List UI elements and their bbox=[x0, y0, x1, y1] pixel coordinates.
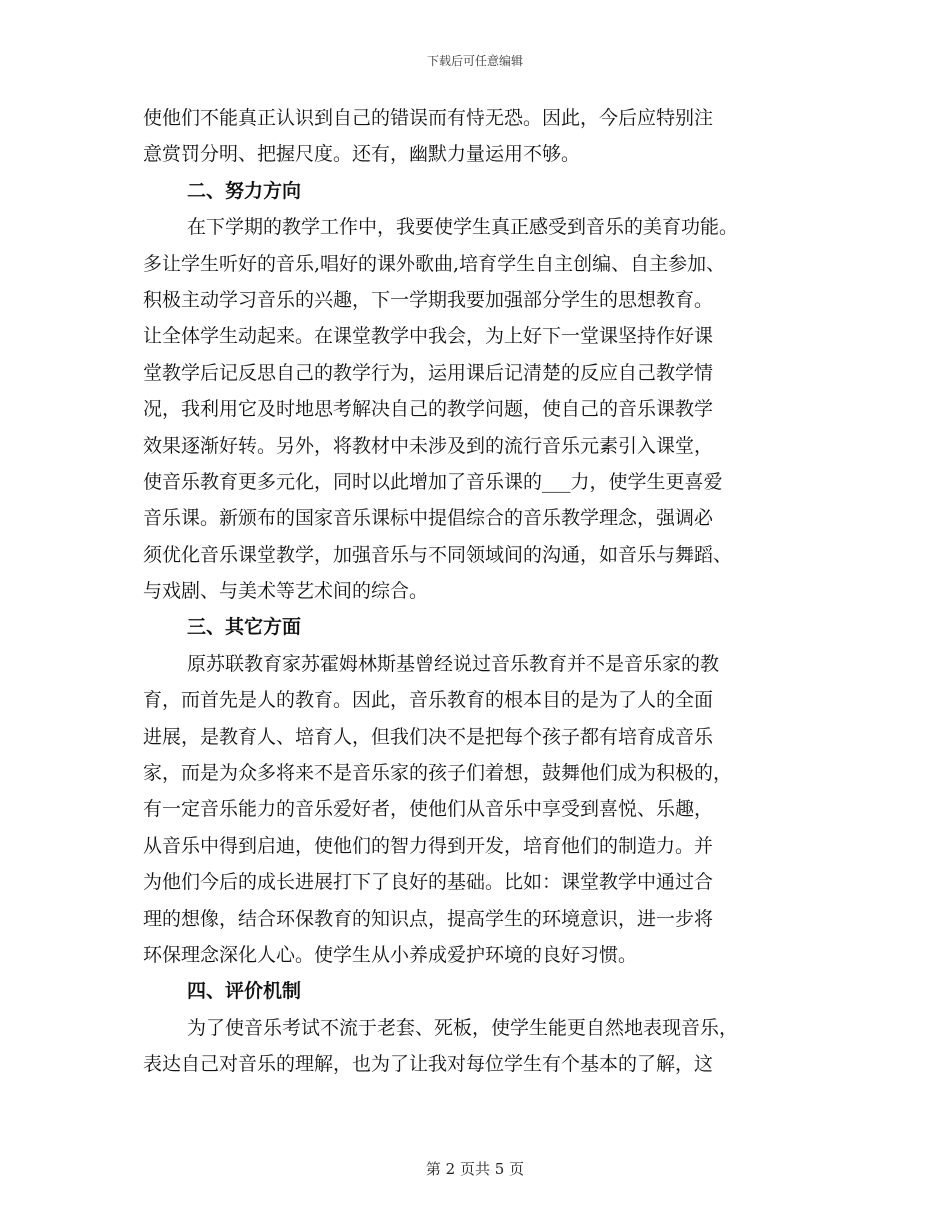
paragraph-line: 多让学生听好的音乐,唱好的课外歌曲,培育学生自主创编、自主参加、 bbox=[143, 252, 726, 275]
paragraph-line: 为他们今后的成长进展打下了良好的基础。比如：课堂教学中通过合 bbox=[143, 871, 714, 894]
document-body bbox=[143, 100, 811, 1083]
paragraph-line: 音乐课。新颁布的国家音乐课标中提倡综合的音乐教学理念，强调必 bbox=[143, 507, 714, 530]
paragraph-line: 须优化音乐课堂教学，加强音乐与不同领域间的沟通，如音乐与舞蹈、 bbox=[143, 543, 733, 566]
section-heading: 四、评价机制 bbox=[187, 980, 302, 1003]
paragraph-line: 效果逐渐好转。另外，将教材中未涉及到的流行音乐元素引入课堂， bbox=[143, 434, 714, 457]
paragraph-line: 从音乐中得到启迪，使他们的智力得到开发，培育他们的制造力。并 bbox=[143, 834, 714, 857]
paragraph-line: 表达自己对音乐的理解，也为了让我对每位学生有个基本的了解，这 bbox=[143, 1053, 714, 1076]
paragraph-line: 与戏剧、与美术等艺术间的综合。 bbox=[143, 580, 429, 603]
paragraph-line: 让全体学生动起来。在课堂教学中我会，为上好下一堂课坚持作好课 bbox=[143, 325, 714, 348]
paragraph-line: 育，而首先是人的教育。因此，音乐教育的根本目的是为了人的全面 bbox=[143, 689, 714, 712]
paragraph-line: 理的想像，结合环保教育的知识点，提高学生的环境意识，进一步将 bbox=[143, 907, 714, 930]
paragraph-line: 家，而是为众多将来不是音乐家的孩子们着想，鼓舞他们成为积极的， bbox=[143, 762, 733, 785]
paragraph-line: 堂教学后记反思自己的教学行为，运用课后记清楚的反应自己教学情 bbox=[143, 361, 714, 384]
paragraph-line: 意赏罚分明、把握尺度。还有，幽默力量运用不够。 bbox=[143, 143, 581, 166]
paragraph-line: 原苏联教育家苏霍姆林斯基曾经说过音乐教育并不是音乐家的教 bbox=[187, 652, 720, 675]
paragraph-line: 有一定音乐能力的音乐爱好者，使他们从音乐中享受到喜悦、乐趣， bbox=[143, 798, 714, 821]
paragraph-line: 积极主动学习音乐的兴趣，下一学期我要加强部分学生的思想教育。 bbox=[143, 288, 714, 311]
page-footer: 第 2 页共 5 页 bbox=[425, 1160, 525, 1178]
paragraph-line: 进展，是教育人、培育人，但我们决不是把每个孩子都有培育成音乐 bbox=[143, 725, 714, 748]
paragraph-line: 使他们不能真正认识到自己的错误而有恃无恐。因此，今后应特别注 bbox=[143, 107, 714, 129]
paragraph-line: 在下学期的教学工作中，我要使学生真正感受到音乐的美育功能。 bbox=[187, 216, 739, 239]
page-header: 下载后可任意编辑 bbox=[426, 54, 523, 68]
section-heading: 二、努力方向 bbox=[187, 179, 302, 202]
section-heading: 三、其它方面 bbox=[187, 616, 302, 639]
paragraph-line: 使音乐教育更多元化，同时以此增加了音乐课的___力，使学生更喜爱 bbox=[143, 470, 723, 493]
paragraph-line: 为了使音乐考试不流于老套、死板，使学生能更自然地表现音乐， bbox=[187, 1016, 739, 1039]
paragraph-line: 况，我利用它及时地思考解决自己的教学问题，使自己的音乐课教学 bbox=[143, 398, 714, 421]
paragraph-line: 环保理念深化人心。使学生从小养成爱护环境的良好习惯。 bbox=[143, 943, 638, 966]
